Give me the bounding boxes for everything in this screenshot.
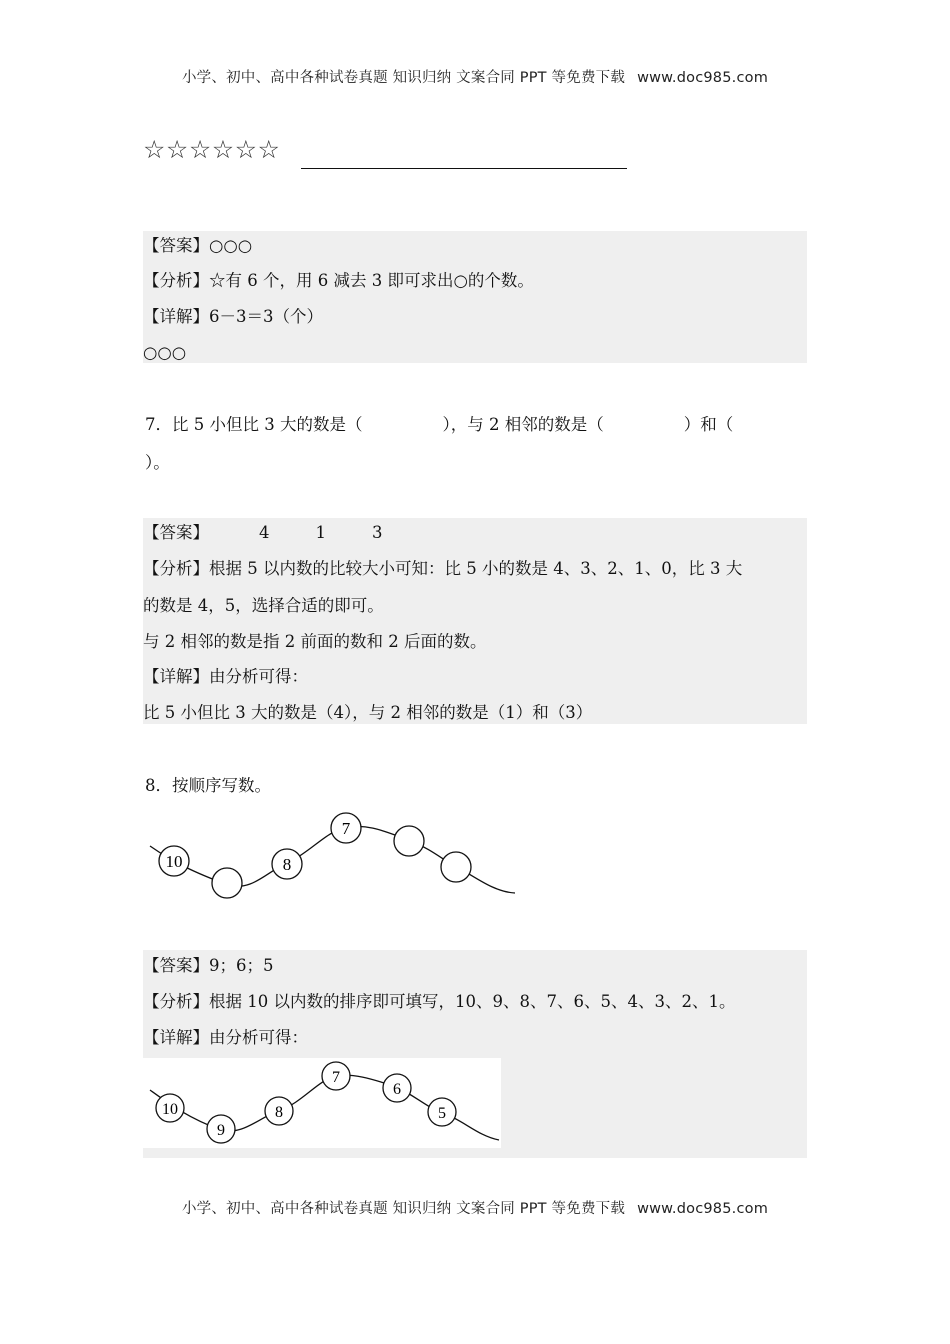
q8-question: 8．按顺序写数。 [145, 776, 271, 795]
q6-answer: 【答案】○○○ [143, 236, 253, 255]
q8-answer-label-4: 7 [332, 1069, 340, 1086]
q7-question-line1 [145, 414, 733, 436]
q8-chain-circle-4 [331, 813, 361, 843]
q6-answer-blank [301, 168, 627, 169]
q8-answer: 【答案】9；6；5 [143, 956, 274, 975]
q7-answer-box [143, 518, 807, 724]
footer-text: 小学、初中、高中各种试卷真题 知识归纳 文案合同 PPT 等免费下载 [181, 1201, 626, 1217]
q8-detail: 【详解】由分析可得： [143, 1028, 308, 1047]
q8-answer-circle-3 [265, 1097, 293, 1125]
q7-answer-value-3: 3 [372, 523, 383, 542]
q8-answer-label-2: 9 [217, 1122, 225, 1139]
q8-answer-chain [143, 1058, 501, 1148]
q8-analysis: 【分析】根据 10 以内数的排序即可填写，10、9、8、7、6、5、4、3、2、1。 [143, 992, 736, 1011]
q8-chain-circle-3 [272, 849, 302, 879]
q8-answer-label-1: 10 [162, 1101, 178, 1118]
q8-answer-circle-4 [322, 1062, 350, 1090]
q8-chain-label-4: 7 [341, 819, 351, 838]
q7-answer-label: 【答案】 [143, 523, 209, 542]
q7-answer-value-1: 4 [259, 523, 270, 542]
q6-stars-row [143, 133, 280, 169]
q7-answer [143, 522, 383, 544]
q8-chain-circle-5[interactable] [394, 826, 424, 856]
q8-answer-circle-2 [207, 1115, 235, 1143]
page-header [0, 66, 950, 87]
q7-question-a: 7．比 5 小但比 3 大的数是（ [145, 415, 363, 434]
q7-answer-value-2: 1 [315, 523, 326, 542]
q8-answer-label-5: 6 [393, 1081, 401, 1098]
q6-detail: 【详解】6－3＝3（个） [143, 307, 323, 326]
q6-stars: ☆☆☆☆☆☆ [143, 135, 281, 164]
q8-answer-box [143, 950, 807, 1158]
q8-number-chain [143, 810, 523, 910]
header-url[interactable]: www.doc985.com [637, 70, 769, 86]
q6-detail-result: ○○○ [143, 343, 187, 362]
q8-chain-circle-2[interactable] [212, 868, 242, 898]
page-footer [0, 1197, 950, 1218]
q7-analysis-3: 与 2 相邻的数是指 2 前面的数和 2 后面的数。 [143, 632, 487, 651]
q8-answer-circle-1 [156, 1094, 184, 1122]
q8-answer-circle-5 [383, 1074, 411, 1102]
q7-analysis-2: 的数是 4，5，选择合适的即可。 [143, 596, 384, 615]
q7-detail: 【详解】由分析可得： [143, 667, 308, 686]
q6-analysis: 【分析】☆有 6 个，用 6 减去 3 即可求出○的个数。 [143, 271, 534, 290]
q8-chain-label-3: 8 [282, 855, 292, 874]
q6-answer-box [143, 231, 807, 363]
footer-url[interactable]: www.doc985.com [637, 1201, 769, 1217]
q8-chain-circle-1 [159, 846, 189, 876]
q8-chain-label-1: 10 [165, 852, 183, 871]
q8-chain-circle-6[interactable] [441, 852, 471, 882]
q7-question-b: ），与 2 相邻的数是（ [442, 415, 604, 434]
q7-question-d: ）。 [145, 453, 170, 472]
q7-detail-result: 比 5 小但比 3 大的数是（4），与 2 相邻的数是（1）和（3） [143, 703, 593, 722]
q7-question-c: ）和（ [683, 415, 734, 434]
q8-answer-label-3: 8 [275, 1104, 283, 1121]
header-text: 小学、初中、高中各种试卷真题 知识归纳 文案合同 PPT 等免费下载 [181, 70, 626, 86]
q7-analysis-1: 【分析】根据 5 以内数的比较大小可知：比 5 小的数是 4、3、2、1、0，比 3 大 [143, 559, 743, 578]
q8-answer-circle-6 [428, 1098, 456, 1126]
q8-answer-label-6: 5 [438, 1105, 446, 1122]
